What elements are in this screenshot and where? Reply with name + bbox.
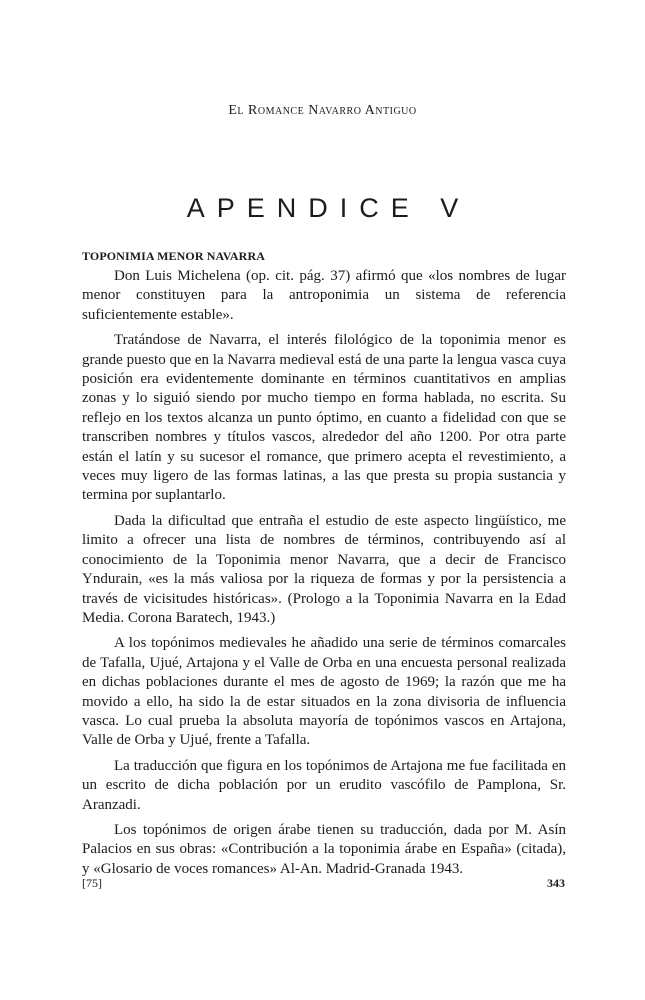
paragraph: Los topónimos de origen árabe tienen su traducción, dada por M. Asín Palacios en sus obras: «Contribución a la toponimia árabe en España» (citada), y «Glosario de voces romances» Al-An. Madrid-Granada 1943. [82,821,566,877]
paragraph: Don Luis Michelena (op. cit. pág. 37) afirmó que «los nombres de lugar menor constituyen para la antroponimia un sistema de referencia suficientemente estable». [82,268,566,323]
body-text [82,267,566,885]
page-number: 343 [547,876,565,890]
paragraph: Dada la dificultad que entraña el estudio de este aspecto lingüístico, me limito a ofrecer una lista de nombres de términos, contribuyendo así al conocimiento de la Toponimia menor Navarra, que a decir de Francisco Yndurain, «es la más valiosa por la riqueza de formas y por la persistencia a través de vicisitudes históricas». (Prologo a la Toponimia Navarra en la Edad Media. Corona Baratech, 1943.) [82,512,566,626]
running-header: El Romance Navarro Antiguo [228,103,417,118]
section-heading: TOPONIMIA MENOR NAVARRA [82,249,265,263]
paragraph: A los topónimos medievales he añadido una serie de términos comarcales de Tafalla, Ujué, Artajona y el Valle de Orba en una encuesta personal realizada en dichas poblaciones durante el mes de agosto de 1969; la razón que me ha movido a ello, ha sido la de estar situados en la zona divisoria de influencia vasca. Lo cual prueba la absoluta mayoría de topónimos vascos en Artajona, Valle de Orba y Ujué, frente a Tafalla. [82,635,566,749]
footer-reference: [75] [82,876,102,890]
paragraph: Tratándose de Navarra, el interés filológico de la toponimia menor es grande puesto que en la Navarra medieval está de una parte la lengua vasca cuya posición era evidentemente dominante en términos cuantitativos en amplias zonas y lo siguió siendo por mucho tiempo en forma hablada, no escrita. Su reflejo en los textos alcanza un punto óptimo, en cuanto a fidelidad con que se transcriben nombres y títulos vascos, alrededor del año 1200. Por otra parte están el latín y su sucesor el romance, que primero acepta el revestimiento, a veces muy ligero de las formas latinas, a las que presta su propia sustancia y termina por suplantarlo. [82,332,566,504]
chapter-title: APENDICE V [186,193,471,223]
paragraph: La traducción que figura en los topónimos de Artajona me fue facilitada en un escrito de dicha población por un erudito vascófilo de Pamplona, Sr. Aranzadi. [82,757,566,813]
